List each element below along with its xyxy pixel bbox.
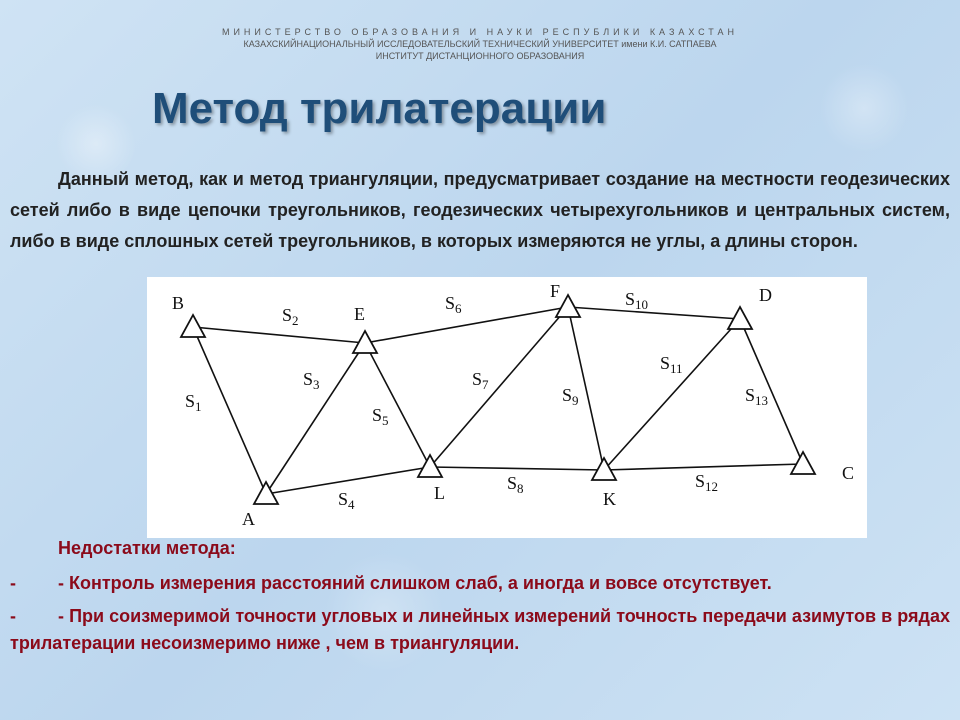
side-label-s8: $S_8$ (507, 473, 524, 496)
university-line: КАЗАХСКИЙНАЦИОНАЛЬНЫЙ ИССЛЕДОВАТЕЛЬСКИЙ ТЕХНИЧЕСКИЙ УНИВЕРСИТЕТ имени К.И. САТПАЕВА (243, 39, 717, 49)
point-marker-b (181, 315, 205, 337)
side-label-s6: $S_6$ (445, 293, 462, 316)
side-line-s10 (568, 307, 740, 319)
point-label-l: L (434, 483, 445, 503)
institute-line: ИНСТИТУТ ДИСТАНЦИОННОГО ОБРАЗОВАНИЯ (375, 51, 585, 61)
ministry-line: МИНИСТЕРСТВО ОБРАЗОВАНИЯ И НАУКИ РЕСПУБЛИКИ КАЗАХСТАН (221, 27, 739, 37)
point-label-c: C (842, 463, 855, 483)
side-label-s9: $S_9$ (562, 385, 579, 408)
side-label-s5: $S_5$ (372, 405, 389, 428)
bullet-text: - При соизмеримой точности угловых и линейных измерений точность передачи азимутов в рядах трилатерации несоизмеримо ниже , чем в триангуляции. (10, 606, 950, 653)
side-label-s1: $S_1$ (185, 391, 202, 414)
side-label-s11: $S_{11}$ (660, 353, 683, 376)
side-label-s2: $S_2$ (282, 305, 299, 328)
slide-title: Метод трилатерации (152, 84, 607, 133)
point-label-e: E (354, 304, 365, 324)
side-label-s13: $S_{13}$ (745, 385, 769, 408)
side-line-s3 (266, 343, 365, 494)
intro-paragraph: Данный метод, как и метод триангуляции, предусматривает создание на местности геодезических сетей либо в виде цепочки треугольников, геодезических четырехугольников и центральных систем, либо в виде сплошных сетей треугольников, в которых измеряются не углы, а длины сторон. (10, 169, 950, 251)
side-line-s8 (430, 467, 604, 470)
bullet-dash: - (10, 606, 16, 626)
side-label-s3: $S_3$ (303, 369, 320, 392)
side-label-s7: $S_7$ (472, 369, 489, 392)
point-label-d: D (759, 285, 772, 305)
side-label-s10: $S_{10}$ (625, 289, 649, 312)
disadvantages-title: Недостатки метода: (58, 538, 236, 558)
side-line-s1 (193, 327, 266, 494)
side-line-s7 (430, 307, 568, 467)
disadvantage-item-2 (10, 603, 950, 657)
side-line-s12 (604, 464, 803, 470)
point-label-b: B (172, 293, 185, 313)
side-label-s12: $S_{12}$ (695, 471, 719, 494)
side-line-s9 (568, 307, 604, 470)
side-line-s6 (365, 307, 568, 343)
bullet-dash: - (10, 573, 16, 593)
disadvantage-item-1 (10, 570, 950, 597)
point-label-f: F (550, 281, 561, 301)
point-label-k: K (603, 489, 616, 509)
trilateration-diagram (147, 277, 867, 538)
header (0, 26, 960, 62)
bullet-text: - Контроль измерения расстояний слишком слаб, а иногда и вовсе отсутствует. (58, 573, 772, 593)
point-label-a: A (242, 509, 255, 529)
point-marker-c (791, 452, 815, 474)
network-svg (147, 277, 867, 538)
side-line-s11 (604, 319, 740, 470)
side-label-s4: $S_4$ (338, 489, 355, 512)
side-line-s2 (193, 327, 365, 343)
